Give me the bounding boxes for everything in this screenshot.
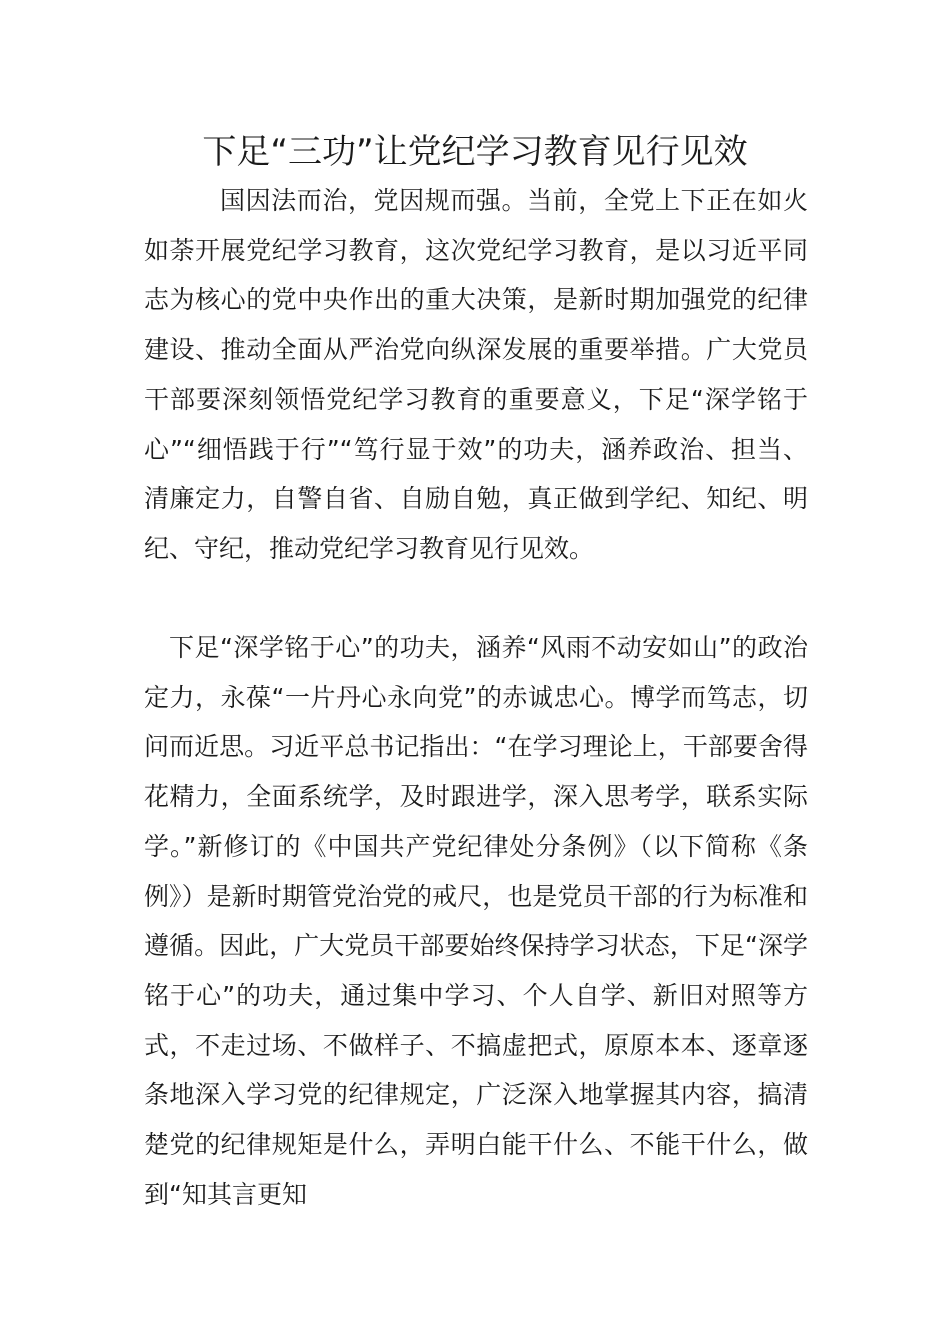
paragraph-deep-study: 下足“深学铭于心”的功夫，涵养“风雨不动安如山”的政治定力，永葆“一片丹心永向党”的赤诚忠心。博学而笃志，切问而近思。习近平总书记指出：“在学习理论上，干部要舍得花精力，全面系统学，及时跟进学，深入思考学，联系实际学。”新修订的《中国共产党纪律处分条例》（以下简称《条例》）是新时期管党治党的戒尺，也是党员干部的行为标准和遵循。因此，广大党员干部要始终保持学习状态，下足“深学铭于心”的功夫，通过集中学习、个人自学、新旧对照等方式，不走过场、不做样子、不搞虚把式，原原本本、逐章逐条地深入学习党的纪律规定，广泛深入地掌握其内容，搞清楚党的纪律规矩是什么，弄明白能干什么、不能干什么，做到“知其言更知 (144, 633, 808, 1209)
paragraph-intro: 国因法而治，党因规而强。当前，全党上下正在如火如荼开展党纪学习教育，这次党纪学习教育，是以习近平同志为核心的党中央作出的重大决策，是新时期加强党的纪律建设、推动全面从严治党向纵深发展的重要举措。广大党员干部要深刻领悟党纪学习教育的重要意义，下足“深学铭于心”“细悟践于行”“笃行显于效”的功夫，涵养政治、担当、清廉定力，自警自省、自励自勉，真正做到学纪、知纪、明纪、守纪，推动党纪学习教育见行见效。 (144, 186, 808, 563)
document-title: 下足“三功”让党纪学习教育见行见效 (202, 132, 748, 172)
